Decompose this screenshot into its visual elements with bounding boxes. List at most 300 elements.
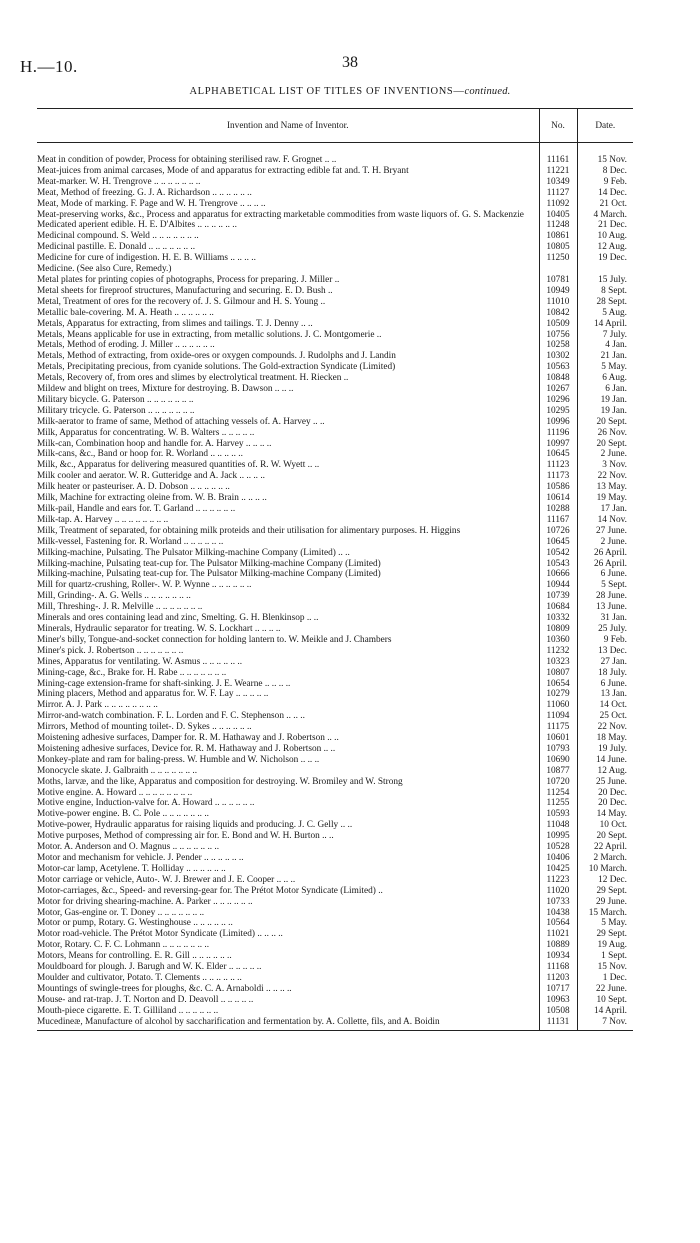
invention-cell: Metallic bale-covering. M. A. Heath .. .. .. .. .. ..: [37, 307, 214, 318]
table-row: [37, 231, 633, 242]
date-cell: 25 June.: [577, 777, 633, 788]
date-cell: 14 April.: [577, 319, 633, 330]
table-row: [37, 777, 633, 788]
invention-cell: Meat in condition of powder, Process for obtaining sterilised raw. F. Grognet .. ..: [37, 155, 337, 165]
patent-number-cell: 11127: [539, 188, 577, 199]
patent-number-cell: 10528: [539, 842, 577, 853]
invention-cell: Meat-marker. W. H. Trengrove .. .. .. .. .. .. ..: [37, 176, 201, 187]
date-cell: 7 July.: [577, 330, 633, 341]
date-cell: 6 June.: [577, 569, 633, 580]
patent-number-cell: 10279: [539, 689, 577, 700]
invention-cell: Meat, Mode of marking. F. Page and W. H. Trengrove .. .. .. ..: [37, 198, 266, 209]
date-cell: 9 Feb.: [577, 177, 633, 188]
invention-cell: Minerals, Hydraulic separator for treating. W. S. Lockhart .. .. .. ..: [37, 623, 281, 634]
patent-number-cell: 11167: [539, 515, 577, 526]
invention-cell: Milk-can, Combination hoop and handle for. A. Harvey .. .. .. ..: [37, 438, 272, 449]
table-row: [37, 482, 633, 493]
table-row: [37, 319, 633, 330]
patent-number-cell: 10809: [539, 624, 577, 635]
date-cell: 2 March.: [577, 853, 633, 864]
date-cell: 27 Jan.: [577, 657, 633, 668]
date-cell: 22 Nov.: [577, 722, 633, 733]
invention-cell: Mill for quartz-crushing, Roller-. W. P. Wynne .. .. .. .. .. ..: [37, 580, 252, 591]
patent-number-cell: [539, 264, 577, 275]
table-row: [37, 679, 633, 690]
table-row: [37, 711, 633, 722]
invention-cell: Milk, Apparatus for concentrating. W. B. Walters .. .. .. .. ..: [37, 427, 255, 438]
patent-number-cell: 11010: [539, 297, 577, 308]
invention-cell: Medicinal pastille. E. Donald .. .. .. .. .. .. ..: [37, 242, 196, 253]
table-row: [37, 406, 633, 417]
patent-number-cell: 10805: [539, 242, 577, 253]
date-cell: 26 April.: [577, 559, 633, 570]
table-row: [37, 831, 633, 842]
date-cell: 14 May.: [577, 809, 633, 820]
invention-cell: Milk-aerator to frame of same, Method of attaching vessels of. A. Harvey .. ..: [37, 416, 325, 427]
patent-number-cell: 10934: [539, 951, 577, 962]
patent-number-cell: 11255: [539, 798, 577, 809]
table-row: [37, 264, 633, 275]
patent-number-cell: 10542: [539, 548, 577, 559]
patent-number-cell: 10302: [539, 351, 577, 362]
title-main: ALPHABETICAL LIST OF TITLES OF INVENTIONS—: [189, 86, 465, 97]
date-cell: 1 Sept.: [577, 951, 633, 962]
date-cell: 21 Oct.: [577, 199, 633, 210]
table-row: [37, 559, 633, 570]
patent-number-cell: 10944: [539, 580, 577, 591]
date-cell: 12 Dec.: [577, 875, 633, 886]
column-header-date: Date.: [577, 109, 633, 143]
date-cell: 20 Dec.: [577, 788, 633, 799]
patent-number-cell: 10690: [539, 755, 577, 766]
patent-number-cell: 10258: [539, 340, 577, 351]
table-row: [37, 744, 633, 755]
table-row: [37, 417, 633, 428]
patent-number-cell: 10997: [539, 439, 577, 450]
date-cell: 15 July.: [577, 275, 633, 286]
table-row: [37, 460, 633, 471]
patent-number-cell: 10614: [539, 493, 577, 504]
date-cell: 5 Sept.: [577, 580, 633, 591]
date-cell: 25 Oct.: [577, 711, 633, 722]
table-row: [37, 504, 633, 515]
table-row: [37, 766, 633, 777]
patent-number-cell: 11203: [539, 973, 577, 984]
patent-number-cell: 10684: [539, 602, 577, 613]
table-row: [37, 439, 633, 450]
table-row: [37, 537, 633, 548]
spacer-cell: [539, 143, 577, 156]
patent-number-cell: 10295: [539, 406, 577, 417]
patent-number-cell: 10963: [539, 995, 577, 1006]
patent-number-cell: 10949: [539, 286, 577, 297]
date-cell: 10 March.: [577, 864, 633, 875]
table-row: [37, 1017, 633, 1030]
invention-cell: Milking-machine, Pulsating teat-cup for. The Pulsator Milking-machine Company (Limited): [37, 569, 381, 580]
date-cell: 19 July.: [577, 744, 633, 755]
date-cell: 4 Jan.: [577, 340, 633, 351]
invention-cell: Metals, Precipitating precious, from cyanide solutions. The Gold-extraction Syndicate (Limited): [37, 362, 396, 373]
date-cell: 8 Sept.: [577, 286, 633, 297]
patent-number-cell: 10563: [539, 362, 577, 373]
table-row: [37, 351, 633, 362]
patent-number-cell: 11221: [539, 166, 577, 177]
invention-cell: Metals, Method of extracting, from oxide-ores or oxygen compounds. J. Rudolphs and J. Landin: [37, 351, 396, 362]
date-cell: 19 Aug.: [577, 940, 633, 951]
invention-cell: Moistening adhesive surfaces, Damper for. R. M. Hathaway and J. Robertson .. ..: [37, 733, 339, 744]
date-cell: 14 Nov.: [577, 515, 633, 526]
patent-number-cell: 11123: [539, 460, 577, 471]
table-row: [37, 668, 633, 679]
patent-number-cell: 10405: [539, 210, 577, 221]
invention-cell: Milk heater or pasteuriser. A. D. Dobson .. .. .. .. .. ..: [37, 482, 230, 493]
invention-cell: Motor. A. Anderson and O. Magnus .. .. .. .. .. .. ..: [37, 842, 220, 853]
invention-cell: Metal sheets for fireproof structures, Manufacturing and securing. E. D. Bush ..: [37, 285, 333, 296]
table-header-row: [37, 109, 633, 143]
patent-number-cell: 11048: [539, 820, 577, 831]
patent-number-cell: 11196: [539, 428, 577, 439]
invention-cell: Monocycle skate. J. Galbraith .. .. .. .. .. .. ..: [37, 765, 198, 776]
table-row: [37, 373, 633, 384]
patent-number-cell: 10564: [539, 918, 577, 929]
invention-cell: Motor or pump, Rotary. G. Westinghouse .. .. .. .. .. ..: [37, 918, 233, 929]
date-cell: 2 June.: [577, 449, 633, 460]
date-cell: 12 Aug.: [577, 242, 633, 253]
table-row: [37, 286, 633, 297]
table-row: [37, 526, 633, 537]
table-row: [37, 515, 633, 526]
date-cell: 5 Aug.: [577, 308, 633, 319]
inventions-table: [37, 108, 633, 1031]
patent-number-cell: 10995: [539, 831, 577, 842]
date-cell: 31 Jan.: [577, 613, 633, 624]
invention-cell: Mill, Threshing-. J. R. Melville .. .. .. .. .. .. ..: [37, 602, 203, 613]
invention-cell: Motor road-vehicle. The Prétot Motor Syndicate (Limited) .. .. .. ..: [37, 929, 283, 940]
column-header-number: No.: [539, 109, 577, 143]
invention-cell: Mill, Grinding-. A. G. Wells .. .. .. .. .. .. ..: [37, 591, 191, 602]
patent-number-cell: 10349: [539, 177, 577, 188]
document-reference: H.—10.: [20, 57, 78, 76]
date-cell: 10 Oct.: [577, 820, 633, 831]
patent-number-cell: 10593: [539, 809, 577, 820]
table-spacer-row: [37, 143, 633, 156]
invention-cell: Meat-preserving works, &c., Process and apparatus for extracting marketable commodities from waste liquors of. G. S. Mackenzie: [37, 209, 524, 220]
patent-number-cell: 11131: [539, 1017, 577, 1030]
table-row: [37, 428, 633, 439]
invention-cell: Mining-cage, &c., Brake for. H. Rabe .. .. .. .. .. .. ..: [37, 667, 227, 678]
patent-number-cell: 11173: [539, 471, 577, 482]
invention-cell: Motors, Means for controlling. E. R. Gill .. .. .. .. .. ..: [37, 951, 232, 962]
invention-cell: Metals, Method of eroding. J. Miller .. .. .. .. .. ..: [37, 340, 215, 351]
invention-cell: Mouse- and rat-trap. J. T. Norton and D. Deavoll .. .. .. .. ..: [37, 994, 254, 1005]
date-cell: 25 July.: [577, 624, 633, 635]
patent-number-cell: 10360: [539, 635, 577, 646]
patent-number-cell: 10406: [539, 853, 577, 864]
table-row: [37, 700, 633, 711]
patent-number-cell: 11021: [539, 929, 577, 940]
table-row: [37, 951, 633, 962]
table-row: [37, 602, 633, 613]
invention-cell: Metals, Recovery of, from ores and slimes by electrolytical treatment. H. Riecken ..: [37, 373, 349, 384]
invention-cell: Moulder and cultivator, Potato. T. Clements .. .. .. .. .. ..: [37, 972, 242, 983]
patent-number-cell: 11168: [539, 962, 577, 973]
patent-number-cell: 10508: [539, 1006, 577, 1017]
date-cell: 20 Dec.: [577, 798, 633, 809]
invention-cell: Metal plates for printing copies of photographs, Process for preparing. J. Miller ..: [37, 274, 340, 285]
patent-number-cell: 10733: [539, 897, 577, 908]
table-row: [37, 330, 633, 341]
invention-cell: Mountings of swingle-trees for ploughs, &c. C. A. Arnaboldi .. .. .. ..: [37, 983, 292, 994]
invention-cell: Monkey-plate and ram for baling-press. W. Humble and W. Nicholson .. .. ..: [37, 754, 320, 765]
date-cell: 5 May.: [577, 918, 633, 929]
invention-cell: Mines, Apparatus for ventilating. W. Asmus .. .. .. .. .. ..: [37, 656, 243, 667]
patent-number-cell: 10586: [539, 482, 577, 493]
date-cell: 15 Nov.: [577, 155, 633, 166]
date-cell: 8 Dec.: [577, 166, 633, 177]
date-cell: 21 Jan.: [577, 351, 633, 362]
patent-number-cell: 11094: [539, 711, 577, 722]
table-row: [37, 820, 633, 831]
table-row: [37, 308, 633, 319]
table-row: [37, 918, 633, 929]
table-row: [37, 177, 633, 188]
date-cell: 13 Jan.: [577, 689, 633, 700]
date-cell: 20 Sept.: [577, 417, 633, 428]
table-row: [37, 722, 633, 733]
table-row: [37, 340, 633, 351]
patent-number-cell: 10781: [539, 275, 577, 286]
date-cell: 15 Nov.: [577, 962, 633, 973]
table-row: [37, 973, 633, 984]
date-cell: 6 June.: [577, 679, 633, 690]
patent-number-cell: 11248: [539, 220, 577, 231]
invention-cell: Milk-cans, &c., Band or hoop for. R. Worland .. .. .. .. ..: [37, 449, 243, 460]
table-row: [37, 875, 633, 886]
invention-cell: Moths, larvæ, and the like, Apparatus and composition for destroying. W. Bromiley and W. Strong: [37, 776, 403, 787]
date-cell: 29 Sept.: [577, 886, 633, 897]
table-row: [37, 984, 633, 995]
table-row: [37, 657, 633, 668]
invention-cell: Motive engine. A. Howard .. .. .. .. .. .. .. ..: [37, 787, 193, 798]
patent-number-cell: 10296: [539, 395, 577, 406]
patent-number-cell: 10645: [539, 449, 577, 460]
table-row: [37, 733, 633, 744]
invention-cell: Mirrors, Method of mounting toilet-. D. Sykes .. .. .. .. .. ..: [37, 722, 252, 733]
date-cell: 14 Oct.: [577, 700, 633, 711]
invention-cell: Milk-vessel, Fastening for. R. Worland .. .. .. .. .. ..: [37, 536, 224, 547]
patent-number-cell: 10996: [539, 417, 577, 428]
invention-cell: Meat-juices from animal carcases, Mode of and apparatus for extracting edible fat and. T. H. Bryant: [37, 165, 409, 176]
table-row: [37, 362, 633, 373]
table-row: [37, 188, 633, 199]
page-title: [0, 86, 700, 97]
table-row: [37, 1006, 633, 1017]
patent-number-cell: 11250: [539, 253, 577, 264]
date-cell: 7 Nov.: [577, 1017, 633, 1030]
table-row: [37, 275, 633, 286]
column-header-invention: Invention and Name of Inventor.: [37, 109, 539, 143]
invention-cell: Minerals and ores containing lead and zinc, Smelting. G. H. Blenkinsop .. ..: [37, 613, 319, 624]
date-cell: 19 Jan.: [577, 395, 633, 406]
invention-cell: Motor, Rotary. C. F. C. Lohmann .. .. .. .. .. .. ..: [37, 940, 210, 951]
date-cell: 22 June.: [577, 984, 633, 995]
invention-cell: Milk-pail, Handle and ears for. T. Garland .. .. .. .. .. ..: [37, 504, 236, 514]
patent-number-cell: 10645: [539, 537, 577, 548]
date-cell: 14 Dec.: [577, 188, 633, 199]
invention-cell: Motor-car lamp, Acetylene. T. Holliday .. .. .. .. .. ..: [37, 863, 226, 874]
patent-number-cell: 10601: [539, 733, 577, 744]
table-row: [37, 995, 633, 1006]
page-number: 38: [342, 54, 358, 71]
date-cell: 22 Nov.: [577, 471, 633, 482]
patent-number-cell: 10739: [539, 591, 577, 602]
spacer-cell: [37, 143, 539, 156]
table-row: [37, 897, 633, 908]
table-row: [37, 449, 633, 460]
invention-cell: Mouldboard for plough. J. Barugh and W. K. Elder .. .. .. .. ..: [37, 962, 262, 973]
patent-number-cell: 10861: [539, 231, 577, 242]
date-cell: 4 March.: [577, 210, 633, 221]
invention-cell: Military tricycle. G. Paterson .. .. .. .. .. .. ..: [37, 405, 195, 416]
patent-number-cell: 10267: [539, 384, 577, 395]
invention-cell: Medicated aperient edible. H. E. D'Albites .. .. .. .. .. ..: [37, 220, 237, 231]
table-row: [37, 853, 633, 864]
invention-cell: Mining placers, Method and apparatus for. W. F. Lay .. .. .. .. ..: [37, 689, 269, 700]
invention-cell: Mirror-and-watch combination. F. L. Lorden and F. C. Stephenson .. .. ..: [37, 711, 305, 722]
invention-cell: Meat, Method of freezing. G. J. A. Richardson .. .. .. .. .. ..: [37, 187, 252, 198]
date-cell: 27 June.: [577, 526, 633, 537]
patent-number-cell: 10807: [539, 668, 577, 679]
patent-number-cell: 11020: [539, 886, 577, 897]
invention-cell: Mirror. A. J. Park .. .. .. .. .. .. .. ..: [37, 700, 158, 711]
table-row: [37, 886, 633, 897]
date-cell: 26 April.: [577, 548, 633, 559]
date-cell: 26 Nov.: [577, 428, 633, 439]
date-cell: 28 June.: [577, 591, 633, 602]
date-cell: 13 June.: [577, 602, 633, 613]
invention-cell: Military bicycle. G. Paterson .. .. .. .. .. .. ..: [37, 394, 194, 405]
invention-cell: Medicine for cure of indigestion. H. E. B. Williams .. .. .. ..: [37, 253, 256, 264]
table-row: [37, 908, 633, 919]
invention-cell: Motor carriage or vehicle, Auto-. W. J. Brewer and J. E. Cooper .. .. ..: [37, 874, 296, 885]
patent-number-cell: 10332: [539, 613, 577, 624]
date-cell: 22 April.: [577, 842, 633, 853]
date-cell: 20 Sept.: [577, 831, 633, 842]
invention-cell: Motive-power, Hydraulic apparatus for raising liquids and producing. J. C. Gelly .. ..: [37, 820, 353, 831]
invention-cell: Metals, Means applicable for use in extracting, from metallic solutions. J. C. Montgomerie ..: [37, 329, 382, 340]
patent-number-cell: 10756: [539, 330, 577, 341]
table-row: [37, 940, 633, 951]
table-row: [37, 962, 633, 973]
invention-cell: Motor, Gas-engine or. T. Doney .. .. .. .. .. .. ..: [37, 907, 205, 918]
table-row: [37, 199, 633, 210]
patent-number-cell: 10889: [539, 940, 577, 951]
date-cell: 1 Dec.: [577, 973, 633, 984]
table-row: [37, 635, 633, 646]
table-row: [37, 297, 633, 308]
date-cell: 21 Dec.: [577, 220, 633, 231]
invention-cell: Metals, Apparatus for extracting, from slimes and tailings. T. J. Denny .. ..: [37, 318, 313, 329]
table-row: [37, 646, 633, 657]
patent-number-cell: 11232: [539, 646, 577, 657]
table-row: [37, 395, 633, 406]
invention-cell: Mouth-piece cigarette. E. T. Gilliland .. .. .. .. .. ..: [37, 1005, 219, 1016]
invention-cell: Milk-tap. A. Harvey .. .. .. .. .. .. .. ..: [37, 514, 169, 525]
patent-number-cell: 11254: [539, 788, 577, 799]
date-cell: 3 Nov.: [577, 460, 633, 471]
date-cell: [577, 264, 633, 275]
patent-number-cell: 10666: [539, 569, 577, 580]
invention-cell: Miner's billy, Tongue-and-socket connection for holding lantern to. W. Meikle and J. Chambers: [37, 634, 392, 645]
patent-number-cell: 11060: [539, 700, 577, 711]
table-row: [37, 580, 633, 591]
invention-cell: Milk cooler and aerator. W. R. Gutteridge and A. Jack .. .. .. ..: [37, 471, 265, 482]
date-cell: 10 Aug.: [577, 231, 633, 242]
table-row: [37, 242, 633, 253]
invention-cell: Motive purposes, Method of compressing air for. E. Bond and W. H. Burton .. ..: [37, 831, 334, 842]
date-cell: 14 June.: [577, 755, 633, 766]
table-row: [37, 220, 633, 231]
date-cell: 20 Sept.: [577, 439, 633, 450]
patent-number-cell: 11092: [539, 199, 577, 210]
date-cell: 6 Aug.: [577, 373, 633, 384]
date-cell: 2 June.: [577, 537, 633, 548]
table-row: [37, 166, 633, 177]
date-cell: 28 Sept.: [577, 297, 633, 308]
table-row: [37, 842, 633, 853]
invention-cell: Metal, Treatment of ores for the recovery of. J. S. Gilmour and H. S. Young ..: [37, 296, 326, 307]
invention-cell: Mildew and blight on trees, Mixture for destroying. B. Dawson .. .. ..: [37, 384, 294, 395]
date-cell: 29 June.: [577, 897, 633, 908]
patent-number-cell: 10543: [539, 559, 577, 570]
date-cell: 19 Jan.: [577, 406, 633, 417]
invention-cell: Milking-machine, Pulsating teat-cup for. The Pulsator Milking-machine Company (Limited): [37, 558, 381, 569]
invention-cell: Motive-power engine. B. C. Pole .. .. .. .. .. .. ..: [37, 809, 209, 820]
table-row: [37, 253, 633, 264]
date-cell: 18 May.: [577, 733, 633, 744]
table-row: [37, 471, 633, 482]
invention-cell: Motor for driving shearing-machine. A. Parker .. .. .. .. .. ..: [37, 896, 253, 907]
invention-cell: Moistening adhesive surfaces, Device for. R. M. Hathaway and J. Robertson .. ..: [37, 743, 336, 754]
table-row: [37, 864, 633, 875]
date-cell: 19 May.: [577, 493, 633, 504]
title-continued: continued.: [464, 86, 511, 97]
table-row: [37, 569, 633, 580]
table-row: [37, 613, 633, 624]
patent-number-cell: 10877: [539, 766, 577, 777]
date-cell: 14 April.: [577, 1006, 633, 1017]
date-cell: 17 Jan.: [577, 504, 633, 515]
table-row: [37, 689, 633, 700]
date-cell: 13 Dec.: [577, 646, 633, 657]
date-cell: 9 Feb.: [577, 635, 633, 646]
date-cell: 15 March.: [577, 908, 633, 919]
patent-number-cell: 10509: [539, 319, 577, 330]
table-row: [37, 624, 633, 635]
date-cell: 13 May.: [577, 482, 633, 493]
patent-number-cell: 10323: [539, 657, 577, 668]
table-row: [37, 809, 633, 820]
table-row: [37, 155, 633, 166]
patent-number-cell: 10425: [539, 864, 577, 875]
spacer-cell: [577, 143, 633, 156]
patent-number-cell: 10288: [539, 504, 577, 515]
invention-cell: Motor and mechanism for vehicle. J. Pender .. .. .. .. .. ..: [37, 853, 244, 863]
invention-cell: Milk, Treatment of separated, for obtaining milk proteids and their utilisation for alimentary purposes. H. Higgins: [37, 525, 461, 536]
invention-cell: Milking-machine, Pulsating. The Pulsator Milking-machine Company (Limited) .. ..: [37, 547, 350, 558]
table-row: [37, 755, 633, 766]
table-row: [37, 798, 633, 809]
